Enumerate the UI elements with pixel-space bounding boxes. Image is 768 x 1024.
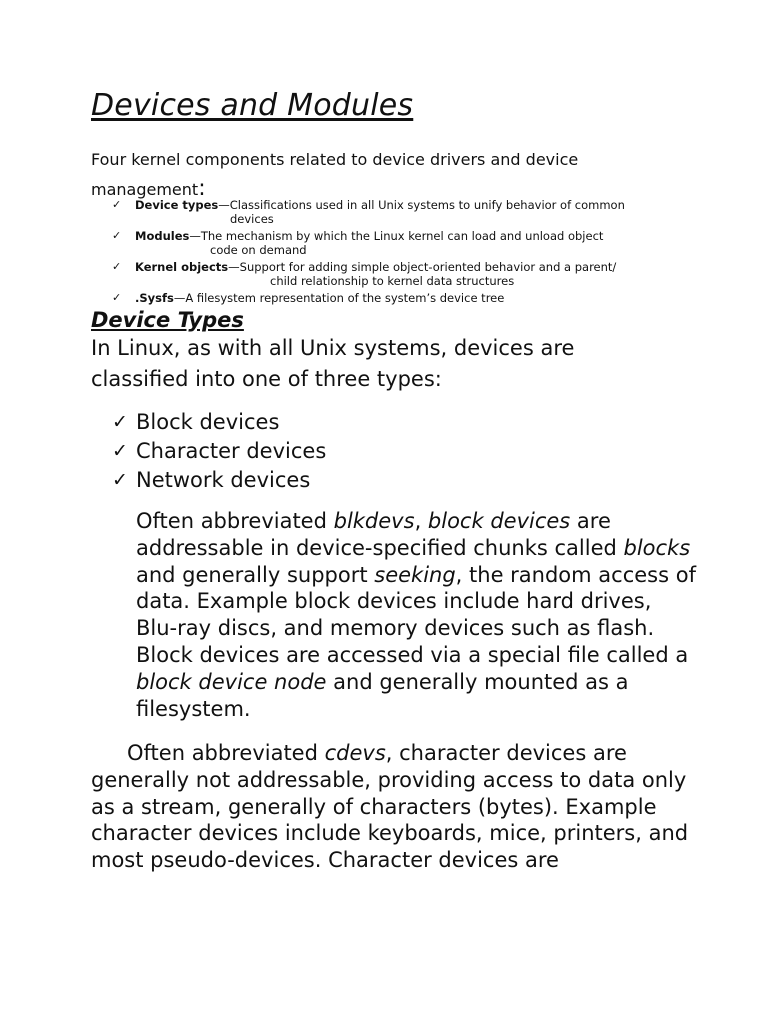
text-run: , character devices are generally not addressable, providing access to data only as a stream, generally of characters (bytes). Example character devices include keyboards, mice, printers, and most pseudo-devices. Character devices are bbox=[91, 741, 689, 873]
device-type-label: Character devices bbox=[136, 439, 327, 463]
component-term: Modules bbox=[135, 229, 190, 243]
list-item bbox=[112, 291, 692, 305]
section-intro: In Linux, as with all Unix systems, devices are classified into one of three types: bbox=[91, 336, 575, 391]
checkmark-icon: ✓ bbox=[112, 411, 128, 433]
text-run: Often abbreviated bbox=[127, 741, 325, 765]
page-title: Devices and Modules bbox=[91, 88, 414, 123]
text-run: , bbox=[414, 509, 428, 533]
component-desc-cont: child relationship to kernel data structures bbox=[270, 274, 515, 288]
component-term: Kernel objects bbox=[135, 260, 229, 274]
intro-text bbox=[91, 145, 691, 204]
text-run: Often abbreviated bbox=[136, 509, 334, 533]
text-run: and generally mounted as a filesystem. bbox=[136, 669, 629, 721]
emphasis-run: seeking bbox=[374, 562, 456, 587]
component-desc: —A filesystem representation of the system’s device tree bbox=[173, 291, 505, 305]
emphasis-run: block devices bbox=[427, 509, 571, 533]
component-desc: —Support for adding simple object-oriented behavior and a parent/ bbox=[228, 260, 617, 274]
checkmark-icon: ✓ bbox=[112, 198, 122, 211]
text-run: are addressable in device-specified chunks called bbox=[136, 509, 624, 560]
checkmark-icon: ✓ bbox=[112, 229, 122, 242]
intro-sentence: Four kernel components related to device drivers and device management bbox=[91, 150, 579, 199]
list-item bbox=[112, 229, 692, 257]
list-item bbox=[112, 408, 326, 437]
list-item bbox=[112, 260, 692, 288]
component-desc: —The mechanism by which the Linux kernel can load and unload object bbox=[189, 229, 604, 243]
emphasis-run: block device node bbox=[136, 669, 327, 694]
device-types-list bbox=[112, 408, 326, 495]
component-desc-cont: code on demand bbox=[210, 243, 307, 257]
kernel-components-list bbox=[112, 198, 692, 308]
component-term: .Sysfs bbox=[135, 291, 174, 305]
emphasis-run: blkdevs bbox=[333, 509, 415, 533]
emphasis-run: cdevs bbox=[324, 741, 386, 765]
device-type-label: Block devices bbox=[136, 410, 280, 434]
checkmark-icon: ✓ bbox=[112, 291, 122, 304]
emphasis-run: blocks bbox=[623, 535, 691, 560]
list-item bbox=[112, 198, 692, 226]
checkmark-icon: ✓ bbox=[112, 469, 128, 491]
device-type-label: Network devices bbox=[136, 468, 311, 492]
text-run: , the random access of data. Example block devices include hard drives, Blu-ray discs, and memory devices such as flash. Block devices are accessed via a special file called a bbox=[136, 562, 696, 667]
component-term: Device types bbox=[135, 198, 219, 212]
component-desc: —Classifications used in all Unix systems to unify behavior of common bbox=[218, 198, 625, 212]
intro-colon: : bbox=[198, 176, 206, 201]
character-devices-paragraph bbox=[91, 740, 691, 874]
checkmark-icon: ✓ bbox=[112, 440, 128, 462]
list-item bbox=[112, 466, 326, 495]
component-desc-cont: devices bbox=[230, 212, 274, 226]
block-devices-paragraph bbox=[136, 508, 696, 722]
text-run: and generally support bbox=[136, 562, 375, 587]
checkmark-icon: ✓ bbox=[112, 260, 122, 273]
list-item bbox=[112, 437, 326, 466]
section-heading: Device Types bbox=[91, 308, 244, 332]
